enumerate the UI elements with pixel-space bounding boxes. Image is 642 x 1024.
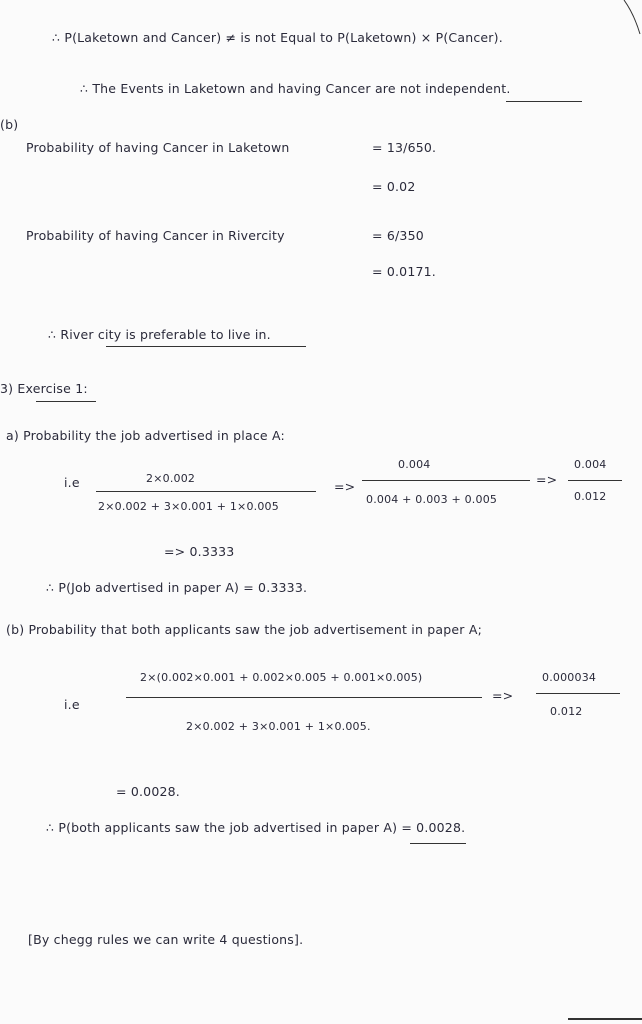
exercise-label: 3) Exercise 1: bbox=[0, 381, 88, 396]
prob-cancer-laketown-value: = 13/650. bbox=[372, 140, 437, 155]
part-a-fraction-line-2 bbox=[362, 480, 530, 481]
underline-exercise bbox=[36, 401, 96, 402]
part-a-numerator-1: 2×0.002 bbox=[146, 472, 196, 485]
part-a-heading: a) Probability the job advertised in place A: bbox=[6, 428, 285, 443]
footer-note: [By chegg rules we can write 4 questions]. bbox=[28, 932, 304, 947]
prob-cancer-rivercity: Probability of having Cancer in Rivercity bbox=[26, 228, 285, 243]
conclusion-rivercity: ∴ River city is preferable to live in. bbox=[48, 327, 271, 342]
part-a-denominator-2: 0.004 + 0.003 + 0.005 bbox=[366, 493, 498, 506]
underline-part-b-conclusion bbox=[410, 843, 466, 844]
part-a-numerator-2: 0.004 bbox=[398, 458, 431, 471]
part-b-heading: (b) Probability that both applicants saw the job advertisement in paper A; bbox=[6, 622, 482, 637]
corner-curve-mark bbox=[618, 0, 642, 40]
prob-cancer-laketown-result: = 0.02 bbox=[372, 179, 416, 194]
part-a-conclusion: ∴ P(Job advertised in paper A) = 0.3333. bbox=[46, 580, 308, 595]
line-independence-check: ∴ P(Laketown and Cancer) ≠ is not Equal to P(Laketown) × P(Cancer). bbox=[52, 30, 503, 45]
part-a-arrow-1: => bbox=[334, 479, 356, 494]
part-b-numerator: 2×(0.002×0.001 + 0.002×0.005 + 0.001×0.005) bbox=[140, 671, 423, 684]
part-b-arrow: => bbox=[492, 688, 514, 703]
prob-cancer-rivercity-value: = 6/350 bbox=[372, 228, 424, 243]
part-a-fraction-line-1 bbox=[96, 491, 316, 492]
part-a-result: => 0.3333 bbox=[164, 544, 235, 559]
part-a-fraction-line-3 bbox=[568, 480, 622, 481]
part-a-ie: i.e bbox=[64, 475, 80, 490]
bottom-edge-stroke bbox=[568, 1018, 642, 1020]
part-a-denominator-1: 2×0.002 + 3×0.001 + 1×0.005 bbox=[98, 500, 279, 513]
line-not-independent: ∴ The Events in Laketown and having Cancer are not independent. bbox=[80, 81, 511, 96]
part-a-numerator-3: 0.004 bbox=[574, 458, 607, 471]
part-b-fraction-line bbox=[126, 697, 482, 698]
part-b-fraction-line-2 bbox=[536, 693, 620, 694]
part-b-conclusion: ∴ P(both applicants saw the job advertised in paper A) = 0.0028. bbox=[46, 820, 466, 835]
part-b-ie: i.e bbox=[64, 697, 80, 712]
prob-cancer-rivercity-result: = 0.0171. bbox=[372, 264, 436, 279]
underline-conclusion bbox=[106, 346, 306, 347]
part-a-arrow-2: => bbox=[536, 472, 558, 487]
part-b-denominator: 2×0.002 + 3×0.001 + 1×0.005. bbox=[186, 720, 371, 733]
part-b-numerator-2: 0.000034 bbox=[542, 671, 597, 684]
part-b-result: = 0.0028. bbox=[116, 784, 180, 799]
part-a-denominator-3: 0.012 bbox=[574, 490, 607, 503]
part-b-denominator-2: 0.012 bbox=[550, 705, 583, 718]
underline-independent bbox=[506, 101, 582, 102]
label-part-b: (b) bbox=[0, 117, 19, 132]
prob-cancer-laketown: Probability of having Cancer in Laketown bbox=[26, 140, 290, 155]
